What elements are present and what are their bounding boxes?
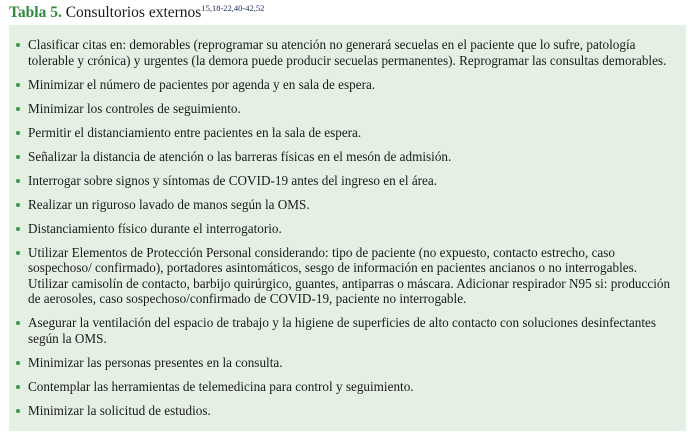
list-item-text: Realizar un riguroso lavado de manos según la OMS. — [28, 196, 310, 212]
list-item-text: Señalizar la distancia de atención o las barreras físicas en el mesón de admisión. — [28, 148, 452, 164]
table-title-text: Consultorios externos — [65, 4, 202, 21]
bullet-icon — [16, 179, 20, 183]
list-item — [9, 125, 686, 141]
bullet-icon — [16, 83, 20, 87]
bullet-icon — [16, 227, 20, 231]
list-item — [9, 77, 686, 93]
list-item — [9, 379, 686, 395]
bullet-icon — [16, 131, 20, 135]
bullet-icon — [16, 203, 20, 207]
list-item-text: Minimizar los controles de seguimiento. — [28, 100, 241, 116]
list-item — [9, 37, 686, 68]
list-item-text: Clasificar citas en: demorables (reprogramar su atención no generará secuelas en el paciente que lo sufre, patología tolerable y crónica) y urgentes (la demora puede producir secuelas permanentes). Reprogramar las consultas demorables. — [28, 37, 667, 68]
list-item-text: Interrogar sobre signos y síntomas de COVID-19 antes del ingreso en el área. — [28, 172, 438, 188]
list-item-text: Minimizar el número de pacientes por agenda y en sala de espera. — [28, 76, 376, 92]
bullet-icon — [16, 409, 20, 413]
list-item-text: Contemplar las herramientas de telemedicina para control y seguimiento. — [28, 378, 414, 394]
bullet-icon — [16, 43, 20, 47]
list-item — [9, 355, 686, 371]
list-item — [9, 101, 686, 117]
list-item — [9, 173, 686, 189]
list-item-text: Utilizar Elementos de Protección Personal considerando: tipo de paciente (no expuesto, contacto estrecho, caso sospechoso/ confirmado), portadores asintomáticos, sesgo de información en pacientes ancianos o no interrogables. Utilizar camisolín de contacto, barbijo quirúrgico, guantes, antiparras o máscara. Adicionar respirador N95 si: producción de aerosoles, caso sospechoso/confirmado de COVID-19, paciente no interrogable. — [28, 244, 671, 306]
bullet-icon — [16, 321, 20, 325]
list-item — [9, 221, 686, 237]
recommendations-box — [9, 25, 686, 431]
recommendations-list — [9, 25, 686, 418]
bullet-icon — [16, 251, 20, 255]
bullet-icon — [16, 361, 20, 365]
list-item-text: Minimizar las personas presentes en la consulta. — [28, 354, 283, 370]
table-number-label: Tabla 5. — [9, 4, 62, 21]
reference-superscript: 15,18-22,40-42,52 — [201, 3, 265, 13]
list-item — [9, 197, 686, 213]
list-item — [9, 403, 686, 419]
bullet-icon — [16, 107, 20, 111]
list-item-text: Permitir el distanciamiento entre pacientes en la sala de espera. — [28, 124, 362, 140]
list-item — [9, 149, 686, 165]
bullet-icon — [16, 155, 20, 159]
list-item-text: Minimizar la solicitud de estudios. — [28, 402, 211, 418]
list-item-text: Asegurar la ventilación del espacio de trabajo y la higiene de superficies de alto contacto con soluciones desinfectantes según la OMS. — [28, 315, 656, 346]
table-title — [9, 4, 264, 22]
list-item — [9, 315, 686, 346]
list-item-text: Distanciamiento físico durante el interrogatorio. — [28, 220, 282, 236]
list-item — [9, 245, 686, 307]
bullet-icon — [16, 385, 20, 389]
